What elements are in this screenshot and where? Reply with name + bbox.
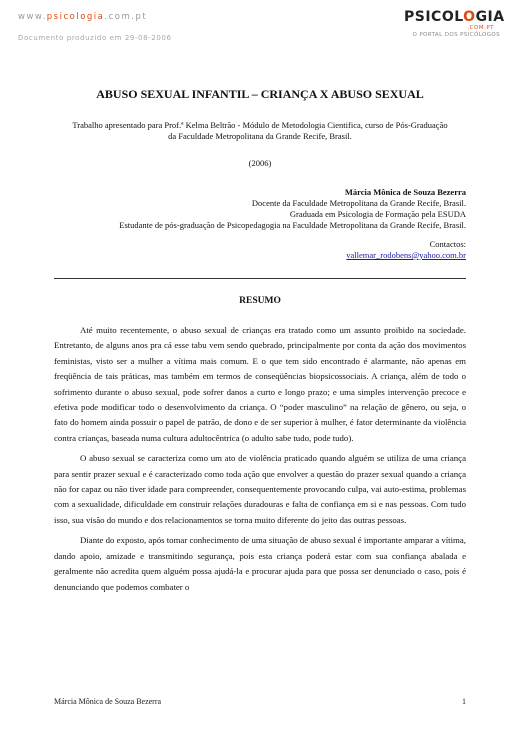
logo-wordmark (404, 9, 505, 25)
author-affiliation-1: Docente da Faculdade Metropolitana da Grande Recife, Brasil. (251, 198, 466, 208)
url-prefix: www. (18, 12, 47, 22)
author-name: Márcia Mônica de Souza Bezerra (344, 187, 466, 197)
page-number: 1 (462, 697, 466, 706)
psicologia-logo (404, 9, 505, 38)
document-body (54, 86, 466, 595)
logo-part2: GIA (475, 9, 505, 25)
contacts-label: Contactos: (429, 239, 466, 249)
abstract-paragraph-1: Até muito recentemente, o abuso sexual de crianças era tratado como um assunto proibido na sociedade. Entretanto, de alguns anos pra cá esse tabu vem sendo quebrado, principalmente por conta da ação dos movimentos feministas, visto ser a mulher a vítima mais comum. E o que tem sido encontrado é alarmante, não apenas em freqüência de tais práticas, mas também em termos de conseqüências biopsicossociais. A criança, além de todo o sofrimento durante o abuso sexual, pode sofrer danos a curto e longo prazo; e uma simples intervenção precoce e efetiva pode modificar todo o desenvolvimento da criança. O “poder masculino” na relação de gênero, ou seja, o fato do homem ainda possuir o papel de patrão, de dono e de ser superior à mulher, é fator determinante da violência contra crianças, baseada numa cultura adultocêntrica (o adulto sabe tudo, pode tudo). (54, 325, 466, 443)
production-date: Documento produzido em 29-08-2006 (18, 34, 172, 42)
logo-domain: .COM.PT (467, 25, 494, 31)
contacts-block (54, 239, 466, 261)
abstract-paragraph-3: Diante do exposto, após tomar conhecimento de uma situação de abuso sexual é importante amparar a vítima, dando apoio, amizade e transmitindo segurança, pois esta criança poderá estar com sua confiança abalada e geralmente não acredita quem alguém possa ajudá-la e procurar ajuda para que possa ser denunciado o caso, pois é denunciando que podemos combater o (54, 535, 466, 592)
subtitle-line-1: Trabalho apresentado para Prof.ª Kelma Beltrão - Módulo de Metodologia Cientifica, curso de Pós-Graduação (72, 120, 448, 130)
abstract-paragraph-2: O abuso sexual se caracteriza como um ato de violência praticado quando alguém se utiliza de uma criança para sentir prazer sexual e é caracterizado como toda ação que envolver a questão do prazer sexual quando a criança não for capaz ou não tiver idade para compreender, consequentemente provocando culpa, vai auto-estima, problemas com a sexualidade, dificuldade em construir relações duradouras e falta de confiança em si e nas pessoas. Com tudo isso, sua visão do mundo e dos relacionamentos se torna muito diferente do jeito das outras pessoas. (54, 453, 466, 525)
author-block (54, 187, 466, 231)
subtitle-line-2: da Faculdade Metropolitana da Grande Recife, Brasil. (168, 131, 352, 141)
resumo-heading: RESUMO (239, 296, 281, 306)
logo-tagline: O PORTAL DOS PSICÓLOGOS (412, 32, 500, 38)
logo-o: O (463, 9, 476, 25)
author-affiliation-3: Estudante de pós-graduação de Psicopedagogia na Faculdade Metropolitana da Grande Recife, Brasil. (119, 220, 466, 230)
document-title: ABUSO SEXUAL INFANTIL – CRIANÇA X ABUSO SEXUAL (96, 87, 424, 101)
footer-author: Márcia Mônica de Souza Bezerra (54, 697, 162, 706)
url-suffix: .com.pt (104, 12, 148, 22)
section-divider (54, 278, 466, 279)
url-brand: psicologia (46, 12, 105, 22)
document-year: (2006) (248, 158, 272, 168)
document-subtitle (54, 120, 466, 142)
site-url (18, 12, 147, 22)
logo-part1: PSICOL (404, 9, 464, 25)
contact-email-link[interactable]: vallemar_rodobens@yahoo.com.br (346, 250, 466, 260)
author-affiliation-2: Graduada em Psicologia de Formação pela ESUDA (289, 209, 466, 219)
